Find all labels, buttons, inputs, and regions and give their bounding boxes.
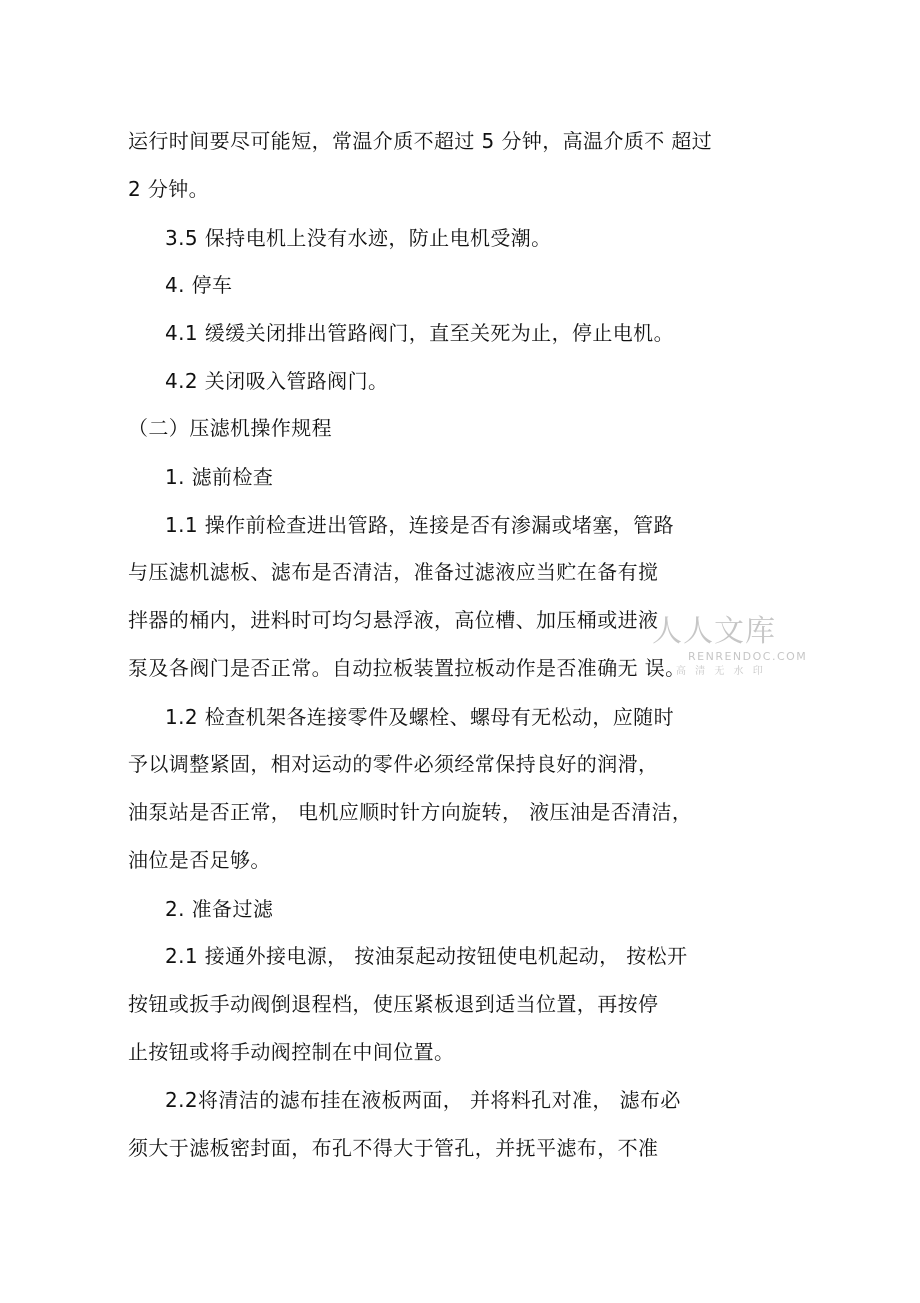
heading-prepare-filter: 2. 准备过滤 — [165, 897, 274, 921]
text-line-22: 须大于滤板密封面，布孔不得大于管孔，并抚平滤布，不准 — [128, 1136, 659, 1160]
text-line-13: 1.2 检查机架各连接零件及螺栓、螺母有无松动，应随时 — [165, 705, 674, 729]
text-line-21: 2.2将清洁的滤布挂在液板两面， 并将料孔对准， 滤布必 — [165, 1088, 681, 1112]
heading-stop: 4. 停车 — [165, 273, 233, 297]
heading-pre-check: 1. 滤前检查 — [165, 465, 274, 489]
text-line-14: 予以调整紧固，相对运动的零件必须经常保持良好的润滑， — [128, 752, 659, 776]
text-line-3: 3.5 保持电机上没有水迹，防止电机受潮。 — [165, 226, 552, 250]
text-line-9: 1.1 操作前检查进出管路，连接是否有渗漏或堵塞，管路 — [165, 513, 674, 537]
section-heading: （二）压滤机操作规程 — [128, 416, 332, 440]
text-line-2: 2 分钟。 — [128, 177, 210, 201]
text-line-10: 与压滤机滤板、滤布是否清洁，准备过滤液应当贮在备有搅 — [128, 560, 659, 584]
text-line-6: 4.2 关闭吸入管路阀门。 — [165, 369, 389, 393]
watermark-logo — [640, 614, 808, 690]
text-line-16: 油位是否足够。 — [128, 848, 271, 872]
text-line-19: 按钮或扳手动阀倒退程档，使压紧板退到适当位置，再按停 — [128, 992, 659, 1016]
text-line-12: 泵及各阀门是否正常。自动拉板装置拉板动作是否准确无 误。 — [128, 656, 686, 680]
text-line-5: 4.1 缓缓关闭排出管路阀门，直至关死为止，停止电机。 — [165, 321, 674, 345]
text-line-15: 油泵站是否正常， 电机应顺时针方向旋转， 液压油是否清洁， — [128, 800, 693, 824]
text-line-18: 2.1 接通外接电源， 按油泵起动按钮使电机起动， 按松开 — [165, 944, 688, 968]
watermark-title: 人人文库 — [652, 614, 776, 649]
text-line-11: 拌器的桶内，进料时可均匀悬浮液，高位槽、加压桶或进液 — [128, 608, 659, 632]
text-line-20: 止按钮或将手动阀控制在中间位置。 — [128, 1040, 455, 1064]
text-line-1: 运行时间要尽可能短，常温介质不超过 5 分钟，高温介质不 超过 — [128, 129, 713, 153]
watermark-subtitle: 高 清 无 水 印 — [676, 666, 766, 677]
watermark-site: RENRENDOC.COM — [688, 650, 808, 663]
